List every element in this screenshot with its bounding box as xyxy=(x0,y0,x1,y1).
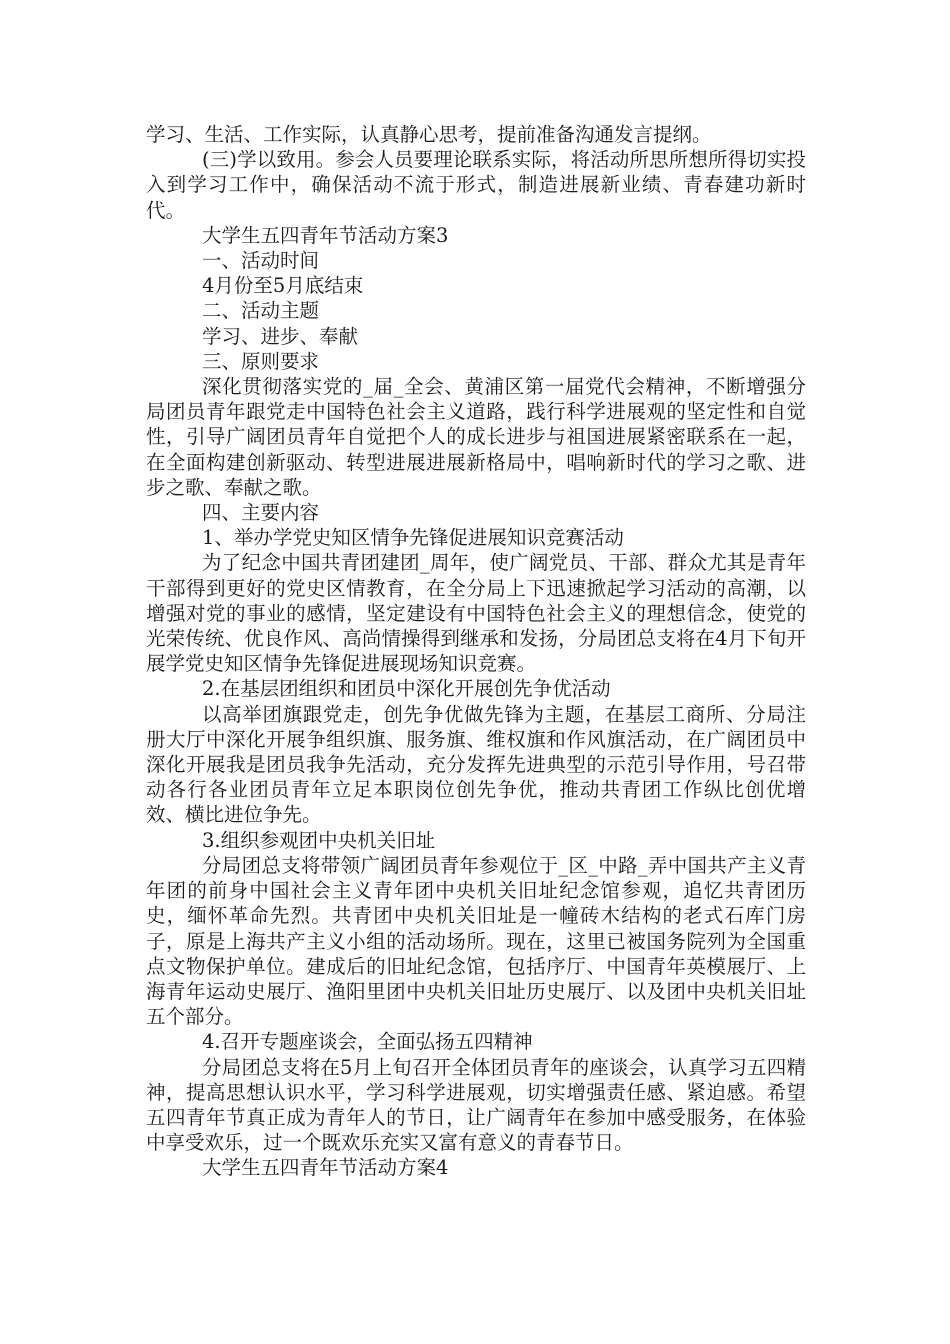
section-heading: 三、原则要求 xyxy=(202,349,320,373)
subsection-heading: 1、举办学党史知区情争先锋促进展知识竞赛活动 xyxy=(202,526,624,550)
paragraph: 分局团总支将在5月上旬召开全体团员青年的座谈会，认真学习五四精神，提高思想认识水平，学习科学进展观，切实增强责任感、紧迫感。希望五四青年节真正成为青年人的节日，让广阔青年在参加中感受服务，在体验中享受欢乐，过一个既欢乐充实又富有意义的青春节日。 xyxy=(146,1055,806,1155)
paragraph: 深化贯彻落实党的_届_全会、黄浦区第一届党代会精神，不断增强分局团员青年跟党走中国特色社会主义道路，践行科学进展观的坚定性和自觉性，引导广阔团员青年自觉把个人的成长进步与祖国进展紧密联系在一起，在全面构建创新驱动、转型进展进展新格局中，唱响新时代的学习之歌、进步之歌、奉献之歌。 xyxy=(146,375,806,499)
subsection-heading: 3.组织参观团中央机关旧址 xyxy=(202,828,436,852)
paragraph: (三)学以致用。参会人员要理论联系实际，将活动所思所想所得切实投入到学习工作中，确保活动不流于形式，制造进展新业绩、青春建功新时代。 xyxy=(146,148,806,222)
section-title: 大学生五四青年节活动方案3 xyxy=(202,223,449,247)
subsection-heading: 4.召开专题座谈会，全面弘扬五四精神 xyxy=(202,1030,533,1054)
section-heading: 二、活动主题 xyxy=(202,299,320,323)
paragraph: 学习、进步、奉献 xyxy=(202,324,359,348)
paragraph: 分局团总支将带领广阔团员青年参观位于_区_中路_弄中国共产主义青年团的前身中国社会主义青年团中央机关旧址纪念馆参观，追忆共青团历史，缅怀革命先烈。共青团中央机关旧址是一幢砖木结构的老式石库门房子，原是上海共产主义小组的活动场所。现在，这里已被国务院列为全国重点文物保护单位。建成后的旧址纪念馆，包括序厅、中国青年英模展厅、上海青年运动史展厅、渔阳里团中央机关旧址历史展厅、以及团中央机关旧址五个部分。 xyxy=(146,853,806,1029)
paragraph: 为了纪念中国共青团建团_周年，使广阔党员、干部、群众尤其是青年干部得到更好的党史区情教育，在全分局上下迅速掀起学习活动的高潮，以增强对党的事业的感情，坚定建设有中国特色社会主义的理想信念，使党的光荣传统、优良作风、高尚情操得到继承和发扬，分局团总支将在4月下旬开展学党史知区情争先锋促进展现场知识竞赛。 xyxy=(146,551,806,676)
paragraph: 学习、生活、工作实际，认真静心思考，提前准备沟通发言提纲。 xyxy=(146,123,712,146)
section-heading: 四、主要内容 xyxy=(202,501,320,525)
paragraph: 4月份至5月底结束 xyxy=(202,274,364,298)
document-body xyxy=(146,122,806,1181)
section-title: 大学生五四青年节活动方案4 xyxy=(202,1156,449,1180)
section-heading: 一、活动时间 xyxy=(202,249,320,273)
paragraph: 以高举团旗跟党走，创先争优做先锋为主题，在基层工商所、分局注册大厅中深化开展争组织旗、服务旗、维权旗和作风旗活动，在广阔团员中深化开展我是团员我争先活动，充分发挥先进典型的示范引导作用，号召带动各行各业团员青年立足本职岗位创先争优，推动共青团工作纵比创优增效、横比进位争先。 xyxy=(146,702,806,827)
subsection-heading: 2.在基层团组织和团员中深化开展创先争优活动 xyxy=(202,677,611,701)
